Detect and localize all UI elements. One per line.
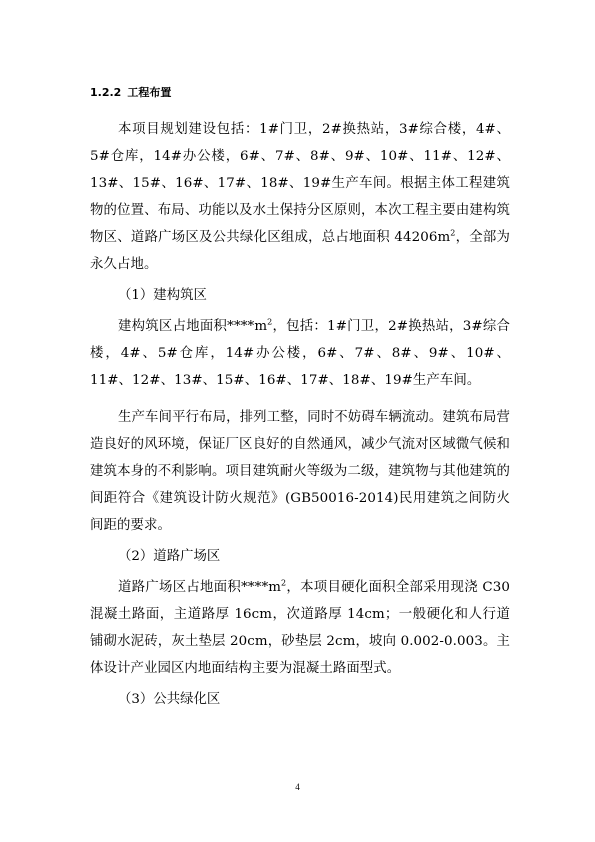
document-page (90, 84, 510, 717)
paragraph-layout: 生产车间平行布局，排列工整，同时不妨碍车辆流动。建筑布局营造良好的风环境，保证厂区良好的自然通风，减少气流对区域微气候和建筑本身的不利影响。项目建筑耐火等级为二级，建筑物与其他建筑的间距符合《建筑设计防火规范》(GB50016-2014)民用建筑之间防火间距的要求。 (90, 410, 510, 533)
page-number: 4 (295, 782, 300, 792)
section-number: 1.2.2 (90, 86, 122, 99)
paragraph-buildings (90, 313, 510, 394)
buildings-text-end: ，包括：1#门卫，2#换热站，3#综合楼，4#、5#仓库，14#办公楼，6#、7#、8#、9#、10#、11#、12#、13#、15#、16#、17#、18#、19#生产车间。 (90, 319, 510, 388)
roads-text-end: ，本项目硬化面积全部采用现浇 C30 混凝土路面，主道路厚 16cm，次道路厚 14cm；一般硬化和人行道铺砌水泥砖，灰土垫层 20cm，砂垫层 2cm，坡向 0.002-0.003。主体设计产业园区内地面结构主要为混凝土路面型式。 (90, 580, 510, 676)
section-heading (90, 84, 510, 102)
subsection-heading-2: （2）道路广场区 (118, 549, 221, 564)
intro-superscript: 2 (450, 228, 456, 238)
intro-paragraph (90, 116, 510, 278)
buildings-text: 建构筑区占地面积****m (118, 319, 268, 334)
roads-superscript: 2 (281, 578, 287, 588)
intro-text-end: ，全部为永久占地。 (90, 230, 510, 272)
paragraph-roads (90, 574, 510, 682)
roads-text: 道路广场区占地面积****m (118, 580, 282, 595)
subsection-heading-1: （1）建构筑区 (118, 288, 207, 303)
buildings-superscript: 2 (267, 317, 273, 327)
intro-text: 本项目规划建设包括：1#门卫，2#换热站，3#综合楼，4#、5#仓库，14#办公楼，6#、7#、8#、9#、10#、11#、12#、13#、15#、16#、17#、18#、19#生产车间。根据主体工程建筑物的位置、布局、功能以及水土保持分区原则，本次工程主要由建构筑物区、道路广场区及公共绿化区组成，总占地面积 44206m (90, 122, 510, 245)
section-title: 工程布置 (127, 86, 172, 99)
subsection-heading-3: （3）公共绿化区 (118, 692, 221, 707)
